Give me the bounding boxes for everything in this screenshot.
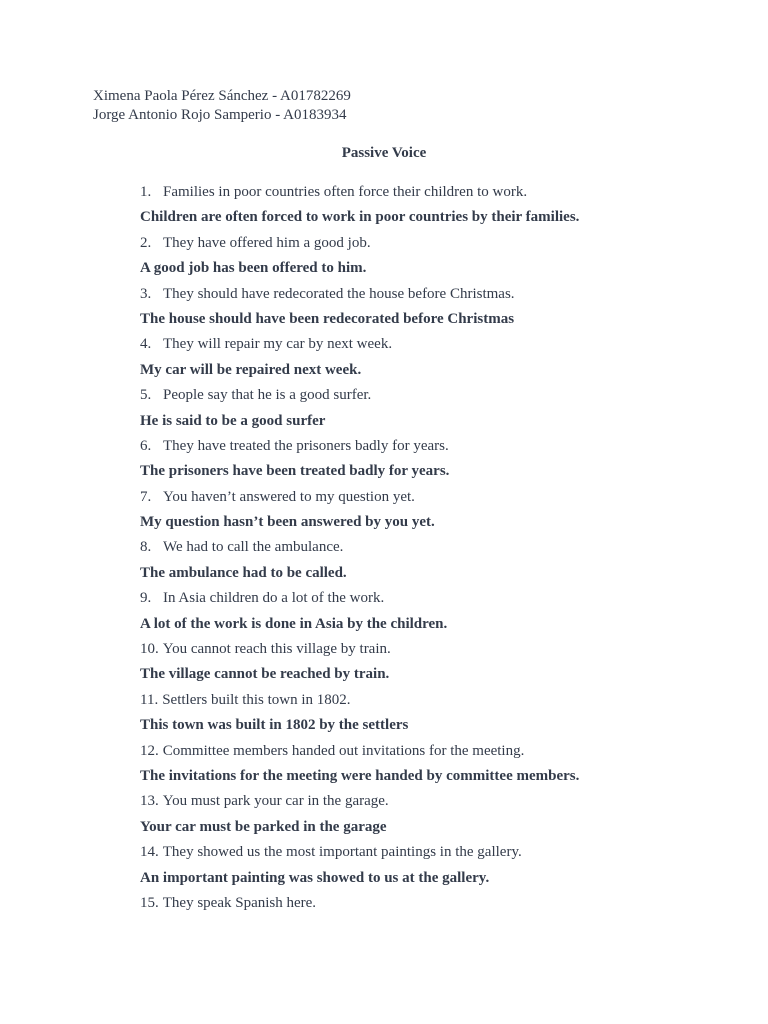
exercise-answer: An important painting was showed to us at the gallery. [140,869,490,886]
question-text: In Asia children do a lot of the work. [163,590,385,607]
exercise-answer: My question hasn’t been answered by you yet. [140,514,435,531]
question-text: They speak Spanish here. [162,894,317,911]
exercise-number: 15. [140,894,159,911]
question-text: They will repair my car by next week. [163,336,393,353]
exercise-question [140,791,579,816]
author-line-1: Ximena Paola Pérez Sánchez - A01782269 [93,88,351,104]
exercise-number: 7. [140,488,152,505]
exercise-number: 13. [140,793,159,810]
question-text: We had to call the ambulance. [163,539,344,556]
exercise-question [140,537,579,562]
question-text: They showed us the most important paintings in the gallery. [162,844,522,861]
exercise-question [140,639,579,664]
exercise-question [140,741,579,766]
exercise-number: 1. [140,184,152,200]
exercise-answer: The house should have been redecorated before Christmas [140,310,515,327]
exercise-question [140,182,579,207]
exercise-question [140,284,579,309]
question-text: You cannot reach this village by train. [162,641,391,658]
exercise-answer: The village cannot be reached by train. [140,666,390,683]
exercise-answer: The invitations for the meeting were handed by committee members. [140,767,580,784]
question-text: You haven’t answered to my question yet. [163,488,415,505]
author-line-2: Jorge Antonio Rojo Samperio - A0183934 [93,107,347,123]
exercise-number: 4. [140,336,152,353]
exercise-question [140,842,579,867]
question-text: Committee members handed out invitations for the meeting. [162,742,525,759]
exercise-question [140,233,579,258]
exercise-answer: My car will be repaired next week. [140,361,362,378]
exercise-answer: The ambulance had to be called. [140,564,347,581]
exercise-question [140,588,579,613]
exercise-list [140,182,579,918]
exercise-question [140,690,579,715]
exercise-answer: This town was built in 1802 by the settlers [140,717,409,734]
exercise-question [140,385,579,410]
exercise-answer: The prisoners have been treated badly for years. [140,463,450,480]
exercise-answer: Your car must be parked in the garage [140,818,387,835]
exercise-answer: He is said to be a good surfer [140,412,326,429]
exercise-number: 5. [140,387,152,404]
exercise-answer: Children are often forced to work in poor countries by their families. [140,209,580,226]
exercise-number: 9. [140,590,152,607]
exercise-number: 12. [140,742,159,759]
page-title: Passive Voice [341,145,427,161]
question-text: They have treated the prisoners badly for years. [163,437,449,454]
exercise-question [140,436,579,461]
question-text: Families in poor countries often force their children to work. [163,184,528,200]
exercise-question [140,334,579,359]
exercise-answer: A lot of the work is done in Asia by the children. [140,615,448,632]
exercise-number: 14. [140,844,159,861]
exercise-number: 8. [140,539,152,556]
question-text: People say that he is a good surfer. [163,387,372,404]
exercise-number: 10. [140,641,159,658]
question-text: You must park your car in the garage. [162,793,389,810]
exercise-question [140,487,579,512]
question-text: They should have redecorated the house before Christmas. [163,285,515,302]
question-text: They have offered him a good job. [163,234,371,251]
authors-block [93,87,351,125]
exercise-number: 6. [140,437,152,454]
exercise-number: 11. [140,691,159,708]
exercise-answer: A good job has been offered to him. [140,260,367,277]
question-text: Settlers built this town in 1802. [162,691,351,708]
exercise-number: 3. [140,285,152,302]
exercise-number: 2. [140,234,152,251]
exercise-question [140,893,579,918]
